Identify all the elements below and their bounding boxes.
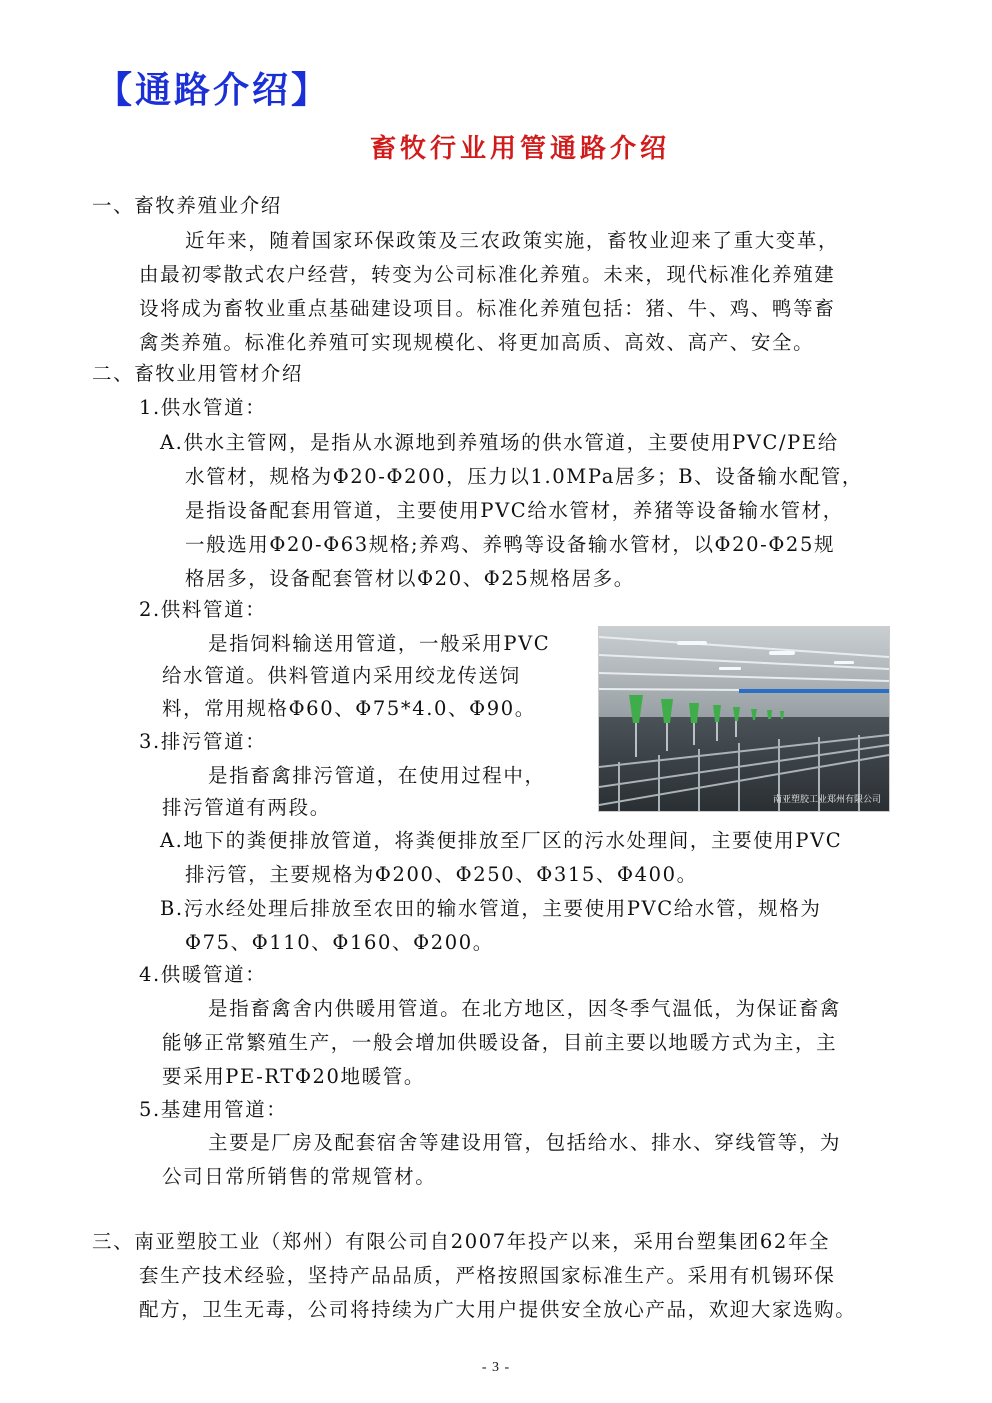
- feed-pipe-heading: 2.供料管道：: [139, 598, 267, 621]
- section-3-line: 配方，卫生无毒，公司将持续为广大用户提供安全放心产品，欢迎大家选购。: [139, 1298, 857, 1321]
- s1-line: 近年来，随着国家环保政策及三农政策实施，畜牧业迎来了重大变革，: [185, 229, 840, 252]
- water-line: 水管材，规格为Φ20-Φ200，压力以1.0MPa居多；B、设备输水配管，: [185, 465, 863, 488]
- water-line: A.供水主管网，是指从水源地到养殖场的供水管道，主要使用PVC/PE给: [160, 431, 839, 454]
- section-3-line: 三、南亚塑胶工业（郑州）有限公司自2007年投产以来，采用台塑集团62年全: [92, 1230, 831, 1253]
- build-line: 主要是厂房及配套宿舍等建设用管，包括给水、排水、穿线管等，为: [208, 1131, 842, 1154]
- heat-line: 能够正常繁殖生产，一般会增加供暖设备，目前主要以地暖方式为主，主: [162, 1031, 838, 1054]
- s1-line: 禽类养殖。标准化养殖可实现规模化、将更加高质、高效、高产、安全。: [139, 331, 815, 354]
- feed-line: 料，常用规格Φ60、Φ75*4.0、Φ90。: [162, 697, 536, 720]
- drain-line: 排污管，主要规格为Φ200、Φ250、Φ315、Φ400。: [185, 863, 698, 886]
- heat-line: 要采用PE-RTΦ20地暖管。: [162, 1065, 425, 1088]
- document-title: 畜牧行业用管通路介绍: [369, 134, 670, 164]
- section-2-heading: 二、畜牧业用管材介绍: [92, 362, 304, 385]
- drain-line: 排污管道有两段。: [162, 796, 331, 819]
- page-number: - 3 -: [481, 1360, 511, 1375]
- water-line: 是指设备配套用管道，主要使用PVC给水管材，养猪等设备输水管材，: [185, 499, 844, 522]
- section-tag: 【通路介绍】: [96, 70, 331, 111]
- water-line: 格居多，设备配套管材以Φ20、Φ25规格居多。: [185, 567, 635, 590]
- photo-watermark: 南亚塑胶工业郑州有限公司: [772, 795, 881, 805]
- heat-pipe-heading: 4.供暖管道：: [139, 963, 267, 986]
- drain-line: Φ75、Φ110、Φ160、Φ200。: [185, 931, 494, 954]
- section-3-line: 套生产技术经验，坚持产品品质，严格按照国家标准生产。采用有机锡环保: [139, 1264, 836, 1287]
- feed-line: 是指饲料输送用管道，一般采用PVC: [208, 632, 551, 655]
- build-pipe-heading: 5.基建用管道：: [139, 1098, 288, 1121]
- section-1-heading: 一、畜牧养殖业介绍: [92, 194, 282, 217]
- build-line: 公司日常所销售的常规管材。: [162, 1165, 437, 1188]
- water-line: 一般选用Φ20-Φ63规格;养鸡、养鸭等设备输水管材，以Φ20-Φ25规: [185, 533, 836, 556]
- heat-line: 是指畜禽舍内供暖用管道。在北方地区，因冬季气温低，为保证畜禽: [208, 997, 842, 1020]
- s1-line: 由最初零散式农户经营，转变为公司标准化养殖。未来，现代标准化养殖建: [139, 263, 836, 286]
- drain-line: 是指畜禽排污管道，在使用过程中，: [208, 764, 546, 787]
- drain-pipe-heading: 3.排污管道：: [139, 730, 267, 753]
- barn-illustration: [599, 627, 889, 811]
- s1-line: 设将成为畜牧业重点基础建设项目。标准化养殖包括：猪、牛、鸡、鸭等畜: [139, 297, 836, 320]
- feed-line-photo: [598, 626, 890, 812]
- water-pipe-heading: 1.供水管道：: [139, 396, 267, 419]
- drain-line: B.污水经处理后排放至农田的输水管道，主要使用PVC给水管，规格为: [160, 897, 822, 920]
- feed-line: 给水管道。供料管道内采用绞龙传送饲: [162, 664, 521, 687]
- drain-line: A.地下的粪便排放管道，将粪便排放至厂区的污水处理间，主要使用PVC: [160, 829, 843, 852]
